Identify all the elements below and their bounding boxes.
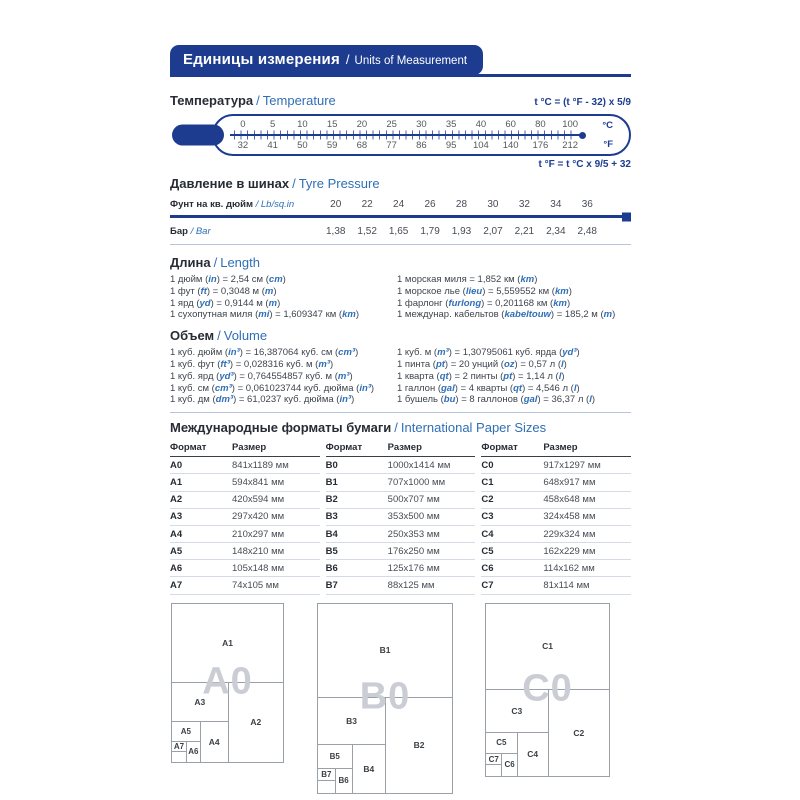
paper-sizes-heading bbox=[170, 420, 631, 435]
celsius-tick: 80 bbox=[535, 119, 546, 130]
size-cell: 176x250 мм bbox=[387, 545, 440, 557]
size-column-header: Размер bbox=[387, 442, 422, 454]
region-label: A7 bbox=[173, 741, 185, 751]
tyre-bar-row bbox=[170, 222, 631, 241]
size-cell: 162x229 мм bbox=[543, 545, 596, 557]
heading-separator: / bbox=[292, 176, 296, 191]
paper-size-tables bbox=[170, 442, 631, 595]
format-cell: B0 bbox=[325, 459, 338, 471]
size-cell: 841x1189 мм bbox=[232, 459, 289, 471]
conversion-line: 1 куб. ярд (yd³) = 0,764554857 куб. м (m³) bbox=[170, 370, 353, 382]
paper-region bbox=[486, 754, 501, 765]
region-label: C5 bbox=[496, 738, 507, 748]
region-label: A3 bbox=[194, 696, 206, 707]
format-cell: B4 bbox=[325, 528, 338, 540]
psi-value: 36 bbox=[581, 199, 593, 210]
region-label: B6 bbox=[338, 776, 349, 786]
format-cell: A1 bbox=[170, 476, 183, 488]
volume-left-column bbox=[170, 347, 397, 406]
page-title-ru: Единицы измерения bbox=[183, 51, 340, 68]
format-cell: A0 bbox=[170, 459, 183, 471]
size-column-header: Размер bbox=[543, 442, 578, 454]
a-series-table bbox=[170, 442, 320, 595]
conversion-line: 1 куб. см (cm³) = 0,061023744 куб. дюйма (in³) bbox=[170, 382, 375, 394]
region-label: A2 bbox=[250, 717, 262, 728]
diagram-watermark: C0 bbox=[522, 667, 573, 710]
heading-separator: / bbox=[256, 93, 260, 108]
region-label: A5 bbox=[180, 727, 191, 737]
paper-region bbox=[501, 754, 516, 776]
size-cell: 324x458 мм bbox=[543, 511, 596, 523]
psi-label-ru: Фунт на кв. дюйм bbox=[170, 199, 253, 210]
format-cell: B5 bbox=[325, 545, 338, 557]
celsius-formula: t °C = (t °F - 32) x 5/9 bbox=[534, 97, 631, 108]
section-divider bbox=[170, 412, 631, 413]
table-row bbox=[481, 474, 631, 491]
table-row bbox=[481, 526, 631, 543]
size-cell: 353x500 мм bbox=[387, 511, 440, 523]
format-cell: C4 bbox=[481, 528, 494, 540]
format-cell: A2 bbox=[170, 494, 183, 506]
celsius-tick: 15 bbox=[326, 119, 338, 130]
region-label: B4 bbox=[363, 764, 375, 775]
bar-value: 1,38 bbox=[325, 226, 346, 237]
conversion-line: 1 ярд (yd) = 0,9144 м (m) bbox=[170, 297, 281, 309]
paper-region bbox=[200, 722, 228, 762]
format-cell: A3 bbox=[170, 511, 183, 523]
temperature-heading-row bbox=[170, 93, 631, 108]
table-row bbox=[170, 457, 320, 474]
psi-value: 32 bbox=[518, 199, 530, 210]
format-cell: C5 bbox=[481, 545, 494, 557]
psi-value: 28 bbox=[455, 199, 468, 210]
conversion-line: 1 куб. фут (ft³) = 0,028316 куб. м (m³) bbox=[170, 358, 334, 370]
psi-row-label bbox=[170, 195, 320, 214]
size-cell: 594x841 мм bbox=[232, 476, 285, 488]
conversion-line: 1 фут (ft) = 0,3048 м (m) bbox=[170, 285, 277, 297]
celsius-tick: 10 bbox=[297, 119, 308, 130]
celsius-tick: 35 bbox=[445, 119, 457, 130]
format-column-header: Формат bbox=[170, 442, 207, 454]
fahrenheit-tick: 50 bbox=[297, 140, 308, 151]
format-column-header: Формат bbox=[325, 442, 363, 454]
tyre-divider-line bbox=[170, 215, 625, 218]
region-label: A1 bbox=[222, 637, 233, 648]
temperature-heading-ru: Температура bbox=[170, 93, 254, 108]
conversion-line: 1 морская миля = 1,852 км (km) bbox=[397, 274, 538, 285]
format-cell: B1 bbox=[325, 476, 338, 488]
b0-fold-diagram bbox=[317, 603, 453, 794]
table-row bbox=[326, 577, 476, 594]
format-cell: B6 bbox=[325, 562, 338, 574]
volume-heading-ru: Объем bbox=[170, 328, 215, 344]
volume-conversions bbox=[170, 347, 631, 406]
table-row bbox=[481, 560, 631, 577]
region-label: B5 bbox=[329, 752, 340, 762]
c-series-table bbox=[481, 442, 631, 595]
label-separator: / bbox=[255, 199, 259, 210]
conversion-line: 1 сухопутная миля (mi) = 1,609347 км (km) bbox=[170, 309, 359, 321]
fahrenheit-tick: 140 bbox=[502, 140, 519, 151]
size-cell: 229x324 мм bbox=[543, 528, 596, 540]
line-end-square bbox=[622, 212, 631, 221]
size-cell: 74x105 мм bbox=[232, 580, 279, 592]
diagram-watermark: B0 bbox=[359, 675, 411, 718]
table-row bbox=[326, 457, 476, 474]
size-cell: 250x353 мм bbox=[387, 528, 440, 540]
paper-heading-en: International Paper Sizes bbox=[400, 420, 547, 436]
psi-value: 20 bbox=[330, 199, 342, 210]
length-conversions bbox=[170, 274, 631, 321]
size-cell: 420x594 мм bbox=[232, 494, 285, 506]
thermometer-diagram bbox=[170, 114, 631, 156]
size-cell: 1000x1414 мм bbox=[387, 459, 451, 471]
bar-label-en: Bar bbox=[195, 226, 211, 237]
table-row bbox=[481, 457, 631, 474]
fahrenheit-tick: 95 bbox=[445, 140, 457, 151]
tyre-heading-ru: Давление в шинах bbox=[170, 176, 290, 191]
fahrenheit-formula: t °F = t °C x 9/5 + 32 bbox=[538, 159, 631, 170]
bar-value: 2,34 bbox=[546, 226, 566, 237]
page-title-en: Units of Measurement bbox=[354, 55, 468, 67]
celsius-tick: 25 bbox=[386, 119, 397, 130]
psi-value: 34 bbox=[550, 199, 562, 210]
volume-right-column bbox=[397, 347, 631, 406]
region-label: C6 bbox=[504, 760, 515, 770]
size-cell: 114x162 мм bbox=[543, 562, 595, 574]
heading-separator: / bbox=[394, 420, 398, 436]
length-left-column bbox=[170, 274, 397, 321]
format-cell: C7 bbox=[481, 580, 494, 592]
table-row bbox=[481, 543, 631, 560]
region-label: C7 bbox=[488, 754, 499, 764]
size-cell: 148x210 мм bbox=[232, 545, 285, 557]
fahrenheit-tick: 104 bbox=[472, 140, 489, 151]
celsius-tick: 0 bbox=[240, 119, 246, 130]
bar-value: 2,07 bbox=[483, 226, 503, 237]
fahrenheit-tick: 68 bbox=[356, 140, 368, 151]
table-row bbox=[170, 526, 320, 543]
a0-fold-diagram bbox=[171, 603, 284, 763]
psi-value: 30 bbox=[487, 199, 499, 210]
paper-region bbox=[318, 745, 352, 769]
table-row bbox=[481, 577, 631, 594]
region-label: A4 bbox=[208, 736, 220, 747]
size-cell: 105x148 мм bbox=[232, 562, 285, 574]
b-series-table bbox=[326, 442, 476, 595]
length-heading-en: Length bbox=[220, 255, 260, 270]
section-divider bbox=[170, 244, 631, 245]
celsius-tick: 60 bbox=[505, 119, 516, 130]
label-separator: / bbox=[190, 226, 194, 237]
conversion-line: 1 кварта (qt) = 2 пинты (pt) = 1,14 л (l) bbox=[397, 370, 565, 382]
size-cell: 917x1297 мм bbox=[543, 459, 601, 471]
thermometer-capsule bbox=[212, 114, 631, 156]
format-cell: C1 bbox=[481, 476, 494, 488]
format-cell: B7 bbox=[325, 580, 338, 592]
size-cell: 297x420 мм bbox=[232, 511, 285, 523]
region-label: B3 bbox=[346, 716, 357, 727]
tyre-heading-en: Tyre Pressure bbox=[298, 176, 380, 191]
conversion-line: 1 куб. дм (dm³) = 61,0237 куб. дюйма (in³) bbox=[170, 394, 355, 406]
celsius-tick: 5 bbox=[269, 119, 276, 130]
format-cell: A4 bbox=[170, 528, 183, 540]
table-row bbox=[170, 509, 320, 526]
bar-value: 1,65 bbox=[388, 226, 409, 237]
title-separator: / bbox=[345, 52, 350, 67]
size-cell: 458x648 мм bbox=[543, 494, 596, 506]
paper-region bbox=[172, 742, 186, 752]
conversion-line: 1 бушель (bu) = 8 галлонов (gal) = 36,37 л (l) bbox=[397, 394, 596, 406]
celsius-tick: 20 bbox=[356, 119, 368, 130]
table-row bbox=[326, 526, 476, 543]
size-cell: 88x125 мм bbox=[387, 580, 435, 592]
table-row bbox=[481, 492, 631, 509]
fahrenheit-tick: 59 bbox=[326, 140, 338, 151]
bar-row-label bbox=[170, 222, 320, 241]
psi-value: 22 bbox=[361, 199, 373, 210]
conversion-line: 1 дюйм (in) = 2,54 см (cm) bbox=[170, 274, 286, 285]
paper-fold-diagrams bbox=[170, 603, 631, 800]
size-cell: 707x1000 мм bbox=[387, 476, 446, 488]
table-row bbox=[170, 492, 320, 509]
length-heading-ru: Длина bbox=[170, 255, 211, 270]
region-label: B7 bbox=[321, 769, 332, 779]
table-row bbox=[170, 543, 320, 560]
tyre-psi-row bbox=[170, 195, 631, 214]
table-row bbox=[170, 560, 320, 577]
paper-region bbox=[318, 769, 335, 781]
size-cell: 500x707 мм bbox=[387, 494, 440, 506]
conversion-line: 1 куб. м (m³) = 1,30795061 куб. ярда (yd³) bbox=[397, 347, 580, 359]
paper-region bbox=[352, 745, 386, 792]
table-row bbox=[326, 543, 476, 560]
size-cell: 81x114 мм bbox=[543, 580, 590, 592]
size-cell: 210x297 мм bbox=[232, 528, 285, 540]
bar-value: 2,21 bbox=[514, 226, 535, 237]
size-cell: 125x176 мм bbox=[387, 562, 440, 574]
conversion-line: 1 пинта (pt) = 20 унций (oz) = 0,57 л (l) bbox=[397, 358, 567, 370]
format-column-header: Формат bbox=[481, 442, 518, 454]
tyre-heading bbox=[170, 176, 631, 191]
paper-region bbox=[486, 733, 517, 755]
region-label: C4 bbox=[527, 749, 539, 760]
thermometer-bulb bbox=[172, 125, 224, 146]
table-row bbox=[326, 474, 476, 491]
celsius-row bbox=[228, 119, 585, 130]
format-cell: A5 bbox=[170, 545, 183, 557]
table-row bbox=[170, 577, 320, 594]
fahrenheit-tick: 86 bbox=[416, 140, 427, 151]
format-cell: C3 bbox=[481, 511, 494, 523]
table-row bbox=[170, 474, 320, 491]
format-cell: B3 bbox=[325, 511, 338, 523]
temperature-heading bbox=[170, 93, 336, 108]
bar-value: 1,52 bbox=[357, 226, 377, 237]
table-header bbox=[326, 442, 476, 457]
region-label: C1 bbox=[542, 641, 553, 652]
volume-heading-en: Volume bbox=[223, 328, 268, 344]
table-row bbox=[326, 560, 476, 577]
paper-region bbox=[172, 722, 200, 742]
table-row bbox=[326, 492, 476, 509]
conversion-line: 1 фарлонг (furlong) = 0,201168 км (km) bbox=[397, 297, 571, 309]
paper-region bbox=[517, 733, 548, 776]
fahrenheit-row bbox=[228, 140, 585, 151]
size-column-header: Размер bbox=[232, 442, 267, 454]
region-label: C3 bbox=[511, 705, 523, 716]
bar-value: 1,79 bbox=[420, 226, 440, 237]
temperature-heading-en: Temperature bbox=[262, 93, 336, 108]
region-label: B2 bbox=[413, 740, 425, 751]
table-header bbox=[170, 442, 320, 457]
format-cell: A7 bbox=[170, 580, 183, 592]
region-label: A6 bbox=[188, 747, 199, 757]
fahrenheit-tick: 32 bbox=[237, 140, 249, 151]
fahrenheit-tick: 176 bbox=[532, 140, 549, 151]
psi-value: 26 bbox=[424, 199, 436, 210]
scale-end-dot bbox=[579, 132, 586, 139]
celsius-tick: 100 bbox=[562, 119, 579, 130]
psi-value: 24 bbox=[393, 199, 405, 210]
celsius-tick: 40 bbox=[475, 119, 487, 130]
length-heading bbox=[170, 255, 631, 270]
page-header bbox=[170, 45, 631, 77]
format-cell: B2 bbox=[325, 494, 338, 506]
heading-separator: / bbox=[217, 328, 221, 344]
fahrenheit-tick: 77 bbox=[386, 140, 397, 151]
format-cell: C0 bbox=[481, 459, 494, 471]
thermometer-scale bbox=[228, 118, 619, 152]
conversion-line: 1 междунар. кабельтов (kabeltouw) = 185,2 м (m) bbox=[397, 309, 616, 321]
scale-line bbox=[230, 134, 581, 136]
celsius-tick: 30 bbox=[416, 119, 427, 130]
conversion-line: 1 куб. дюйм (in³) = 16,387064 куб. см (cm³) bbox=[170, 347, 359, 359]
c0-fold-diagram bbox=[485, 603, 610, 777]
length-right-column bbox=[397, 274, 631, 321]
format-cell: C2 bbox=[481, 494, 494, 506]
fahrenheit-unit-label: °F bbox=[603, 139, 613, 150]
paper-region bbox=[186, 742, 200, 762]
size-cell: 648x917 мм bbox=[543, 476, 596, 488]
psi-label-en: Lb/sq.in bbox=[260, 199, 295, 210]
format-cell: A6 bbox=[170, 562, 183, 574]
paper-region bbox=[335, 769, 352, 793]
fahrenheit-tick: 41 bbox=[267, 140, 278, 151]
heading-separator: / bbox=[213, 255, 218, 270]
volume-heading bbox=[170, 328, 631, 343]
celsius-unit-label: °C bbox=[602, 120, 613, 131]
conversion-line: 1 галлон (gal) = 4 кварты (qt) = 4,546 л (l) bbox=[397, 382, 580, 394]
fahrenheit-tick: 212 bbox=[562, 140, 579, 151]
paper-heading-ru: Международные форматы бумаги bbox=[170, 420, 392, 436]
diagram-watermark: A0 bbox=[202, 660, 253, 703]
region-label: C2 bbox=[573, 727, 585, 738]
table-row bbox=[481, 509, 631, 526]
region-label: B1 bbox=[379, 645, 391, 656]
format-cell: C6 bbox=[481, 562, 494, 574]
table-row bbox=[326, 509, 476, 526]
bar-label-ru: Бар bbox=[170, 226, 188, 237]
bar-value: 1,93 bbox=[451, 226, 472, 237]
table-header bbox=[481, 442, 631, 457]
page-title bbox=[170, 45, 483, 75]
bar-value: 2,48 bbox=[577, 226, 597, 237]
conversion-line: 1 морское лье (lieu) = 5,559552 км (km) bbox=[397, 285, 572, 297]
page-content bbox=[170, 45, 631, 800]
